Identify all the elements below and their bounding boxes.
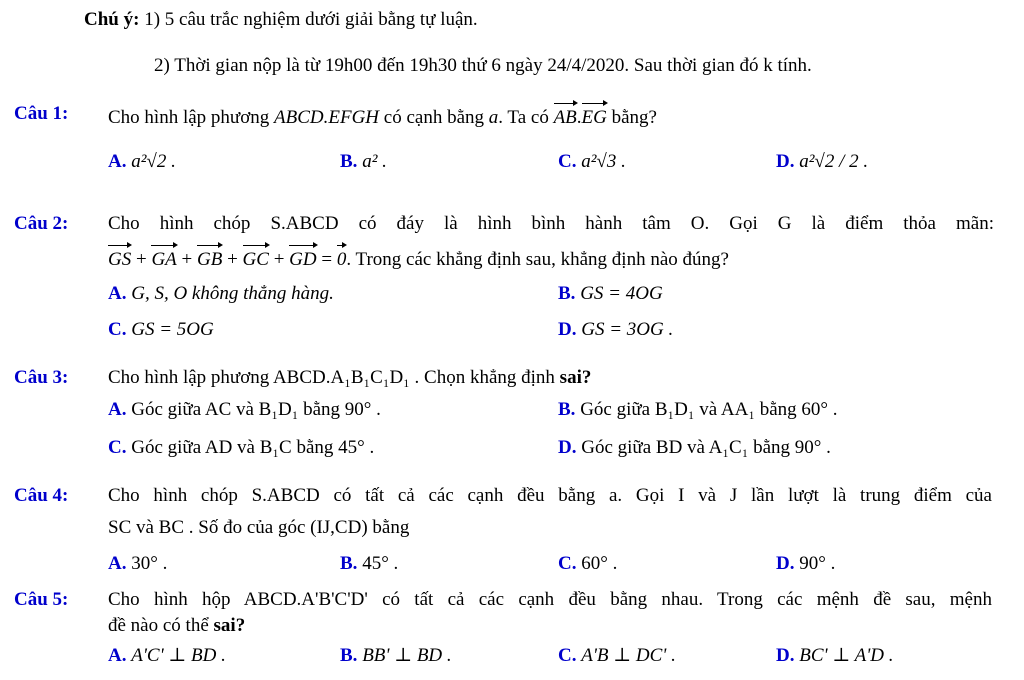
option-text: GS = 5OG <box>131 319 214 340</box>
option-letter: A. <box>108 151 127 172</box>
vector-gc: GC <box>243 244 269 272</box>
option-letter: B. <box>340 553 358 574</box>
q2-option-a[interactable] <box>108 282 334 306</box>
option-text: a²√3 . <box>581 151 626 172</box>
option-letter: D. <box>776 645 795 666</box>
q4-stem-line2: SC và BC . Số đo của góc (IJ,CD) bằng <box>108 517 410 538</box>
option-letter: B. <box>340 645 358 666</box>
option-text: 45° . <box>362 553 399 574</box>
q2-option-b[interactable] <box>558 282 663 306</box>
option-letter: D. <box>776 151 795 172</box>
option-text: a² . <box>362 151 387 172</box>
q1-vector-1: AB <box>554 102 577 130</box>
vector-gb: GB <box>197 244 222 272</box>
option-letter: A. <box>108 283 127 304</box>
q4-label: Câu 4: <box>14 485 69 506</box>
q1-var-a: a <box>488 107 499 128</box>
q1-label: Câu 1: <box>14 103 69 124</box>
q1-cube: ABCD.EFGH <box>274 107 380 128</box>
q3-option-d[interactable] <box>558 436 831 460</box>
option-text: 90° . <box>799 553 836 574</box>
option-text: A'B ⊥ DC' . <box>581 645 676 666</box>
option-letter: C. <box>558 645 577 666</box>
vector-ga: GA <box>151 244 176 272</box>
option-text: Góc giữa AC và B₁D₁ bằng 90° . <box>131 399 381 420</box>
zero-vector: 0 <box>337 244 347 272</box>
option-text: A'C' ⊥ BD . <box>131 645 226 666</box>
q2-label: Câu 2: <box>14 213 69 234</box>
q1-stem: Cho hình lập phương ABCD.EFGH có cạnh bằng a. Ta có AB.EG bằng? <box>108 102 657 130</box>
option-letter: C. <box>108 437 127 458</box>
q5-stem-line2-text: đề nào có thể <box>108 615 209 636</box>
option-text: a²√2 . <box>131 151 176 172</box>
q2-stem-line1: Cho hình chóp S.ABCD có đáy là hình bình hành tâm O. Gọi G là điểm thỏa mãn: <box>108 213 994 234</box>
vector-gd: GD <box>289 244 316 272</box>
q1-option-c[interactable] <box>558 150 626 174</box>
q1-stem-a: Cho hình lập phương <box>108 107 270 128</box>
q1-option-b[interactable] <box>340 150 387 174</box>
option-letter: B. <box>340 151 358 172</box>
option-text: Góc giữa B₁D₁ và AA₁ bằng 60° . <box>580 399 838 420</box>
option-text: BC' ⊥ A'D . <box>799 645 894 666</box>
option-text: GS = 4OG <box>580 283 663 304</box>
q1-stem-b: có cạnh bằng <box>383 107 485 128</box>
option-text: GS = 3OG . <box>581 319 674 340</box>
option-text: 60° . <box>581 553 618 574</box>
option-letter: D. <box>558 319 577 340</box>
option-text: BB' ⊥ BD . <box>362 645 452 666</box>
q3-stem <box>108 366 591 390</box>
option-letter: D. <box>776 553 795 574</box>
q1-option-d[interactable] <box>776 150 868 174</box>
option-letter: D. <box>558 437 577 458</box>
q4-option-b[interactable] <box>340 552 398 576</box>
option-letter: A. <box>108 399 127 420</box>
q2-option-c[interactable] <box>108 318 214 342</box>
q1-vector-2: EG <box>582 102 607 130</box>
option-text: Góc giữa AD và B₁C bằng 45° . <box>131 437 375 458</box>
q5-option-c[interactable] <box>558 644 676 668</box>
option-letter: C. <box>558 151 577 172</box>
q5-stem-line2 <box>108 614 245 638</box>
note-1: 1) 5 câu trắc nghiệm dưới giải bằng tự luận. <box>144 9 478 30</box>
q5-label: Câu 5: <box>14 589 69 610</box>
notes-line-1 <box>84 8 478 32</box>
q2-stem-line2: GS + GA + GB + GC + GD = 0. Trong các khẳng định sau, khẳng định nào đúng? <box>108 244 729 272</box>
option-letter: B. <box>558 283 576 304</box>
q3-option-a[interactable] <box>108 398 381 422</box>
q4-option-c[interactable] <box>558 552 617 576</box>
q1-stem-d: bằng? <box>611 107 657 128</box>
q3-stem-bold: sai? <box>559 367 592 388</box>
option-text: a²√2 / 2 . <box>799 151 869 172</box>
q5-stem-bold: sai? <box>213 615 246 636</box>
q3-label: Câu 3: <box>14 367 69 388</box>
q5-option-d[interactable] <box>776 644 894 668</box>
q3-stem-text: Cho hình lập phương ABCD.A₁B₁C₁D₁ . Chọn khẳng định <box>108 367 555 388</box>
notes-label: Chú ý: <box>84 9 140 30</box>
option-text: G, S, O không thẳng hàng. <box>131 283 334 304</box>
note-2: 2) Thời gian nộp là từ 19h00 đến 19h30 thứ 6 ngày 24/4/2020. Sau thời gian đó k tính. <box>154 55 812 76</box>
q5-stem-line1: Cho hình hộp ABCD.A'B'C'D' có tất cả các cạnh đều bằng nhau. Trong các mệnh đề sau, mệnh <box>108 589 992 610</box>
q3-option-c[interactable] <box>108 436 374 460</box>
option-text: 30° . <box>131 553 168 574</box>
option-text: Góc giữa BD và A₁C₁ bằng 90° . <box>581 437 831 458</box>
option-letter: A. <box>108 553 127 574</box>
q5-option-a[interactable] <box>108 644 226 668</box>
q4-stem-line1: Cho hình chóp S.ABCD có tất cả các cạnh đều bằng a. Gọi I và J lần lượt là trung điểm của <box>108 485 992 506</box>
q4-option-a[interactable] <box>108 552 167 576</box>
option-letter: C. <box>558 553 577 574</box>
q1-stem-c: . Ta có <box>498 107 549 128</box>
q2-option-d[interactable] <box>558 318 673 342</box>
q3-option-b[interactable] <box>558 398 837 422</box>
q1-option-a[interactable] <box>108 150 176 174</box>
q5-option-b[interactable] <box>340 644 452 668</box>
option-letter: B. <box>558 399 576 420</box>
vector-gs: GS <box>108 244 131 272</box>
option-letter: C. <box>108 319 127 340</box>
option-letter: A. <box>108 645 127 666</box>
q4-option-d[interactable] <box>776 552 835 576</box>
q2-stem-tail: . Trong các khẳng định sau, khẳng định nào đúng? <box>346 249 729 270</box>
